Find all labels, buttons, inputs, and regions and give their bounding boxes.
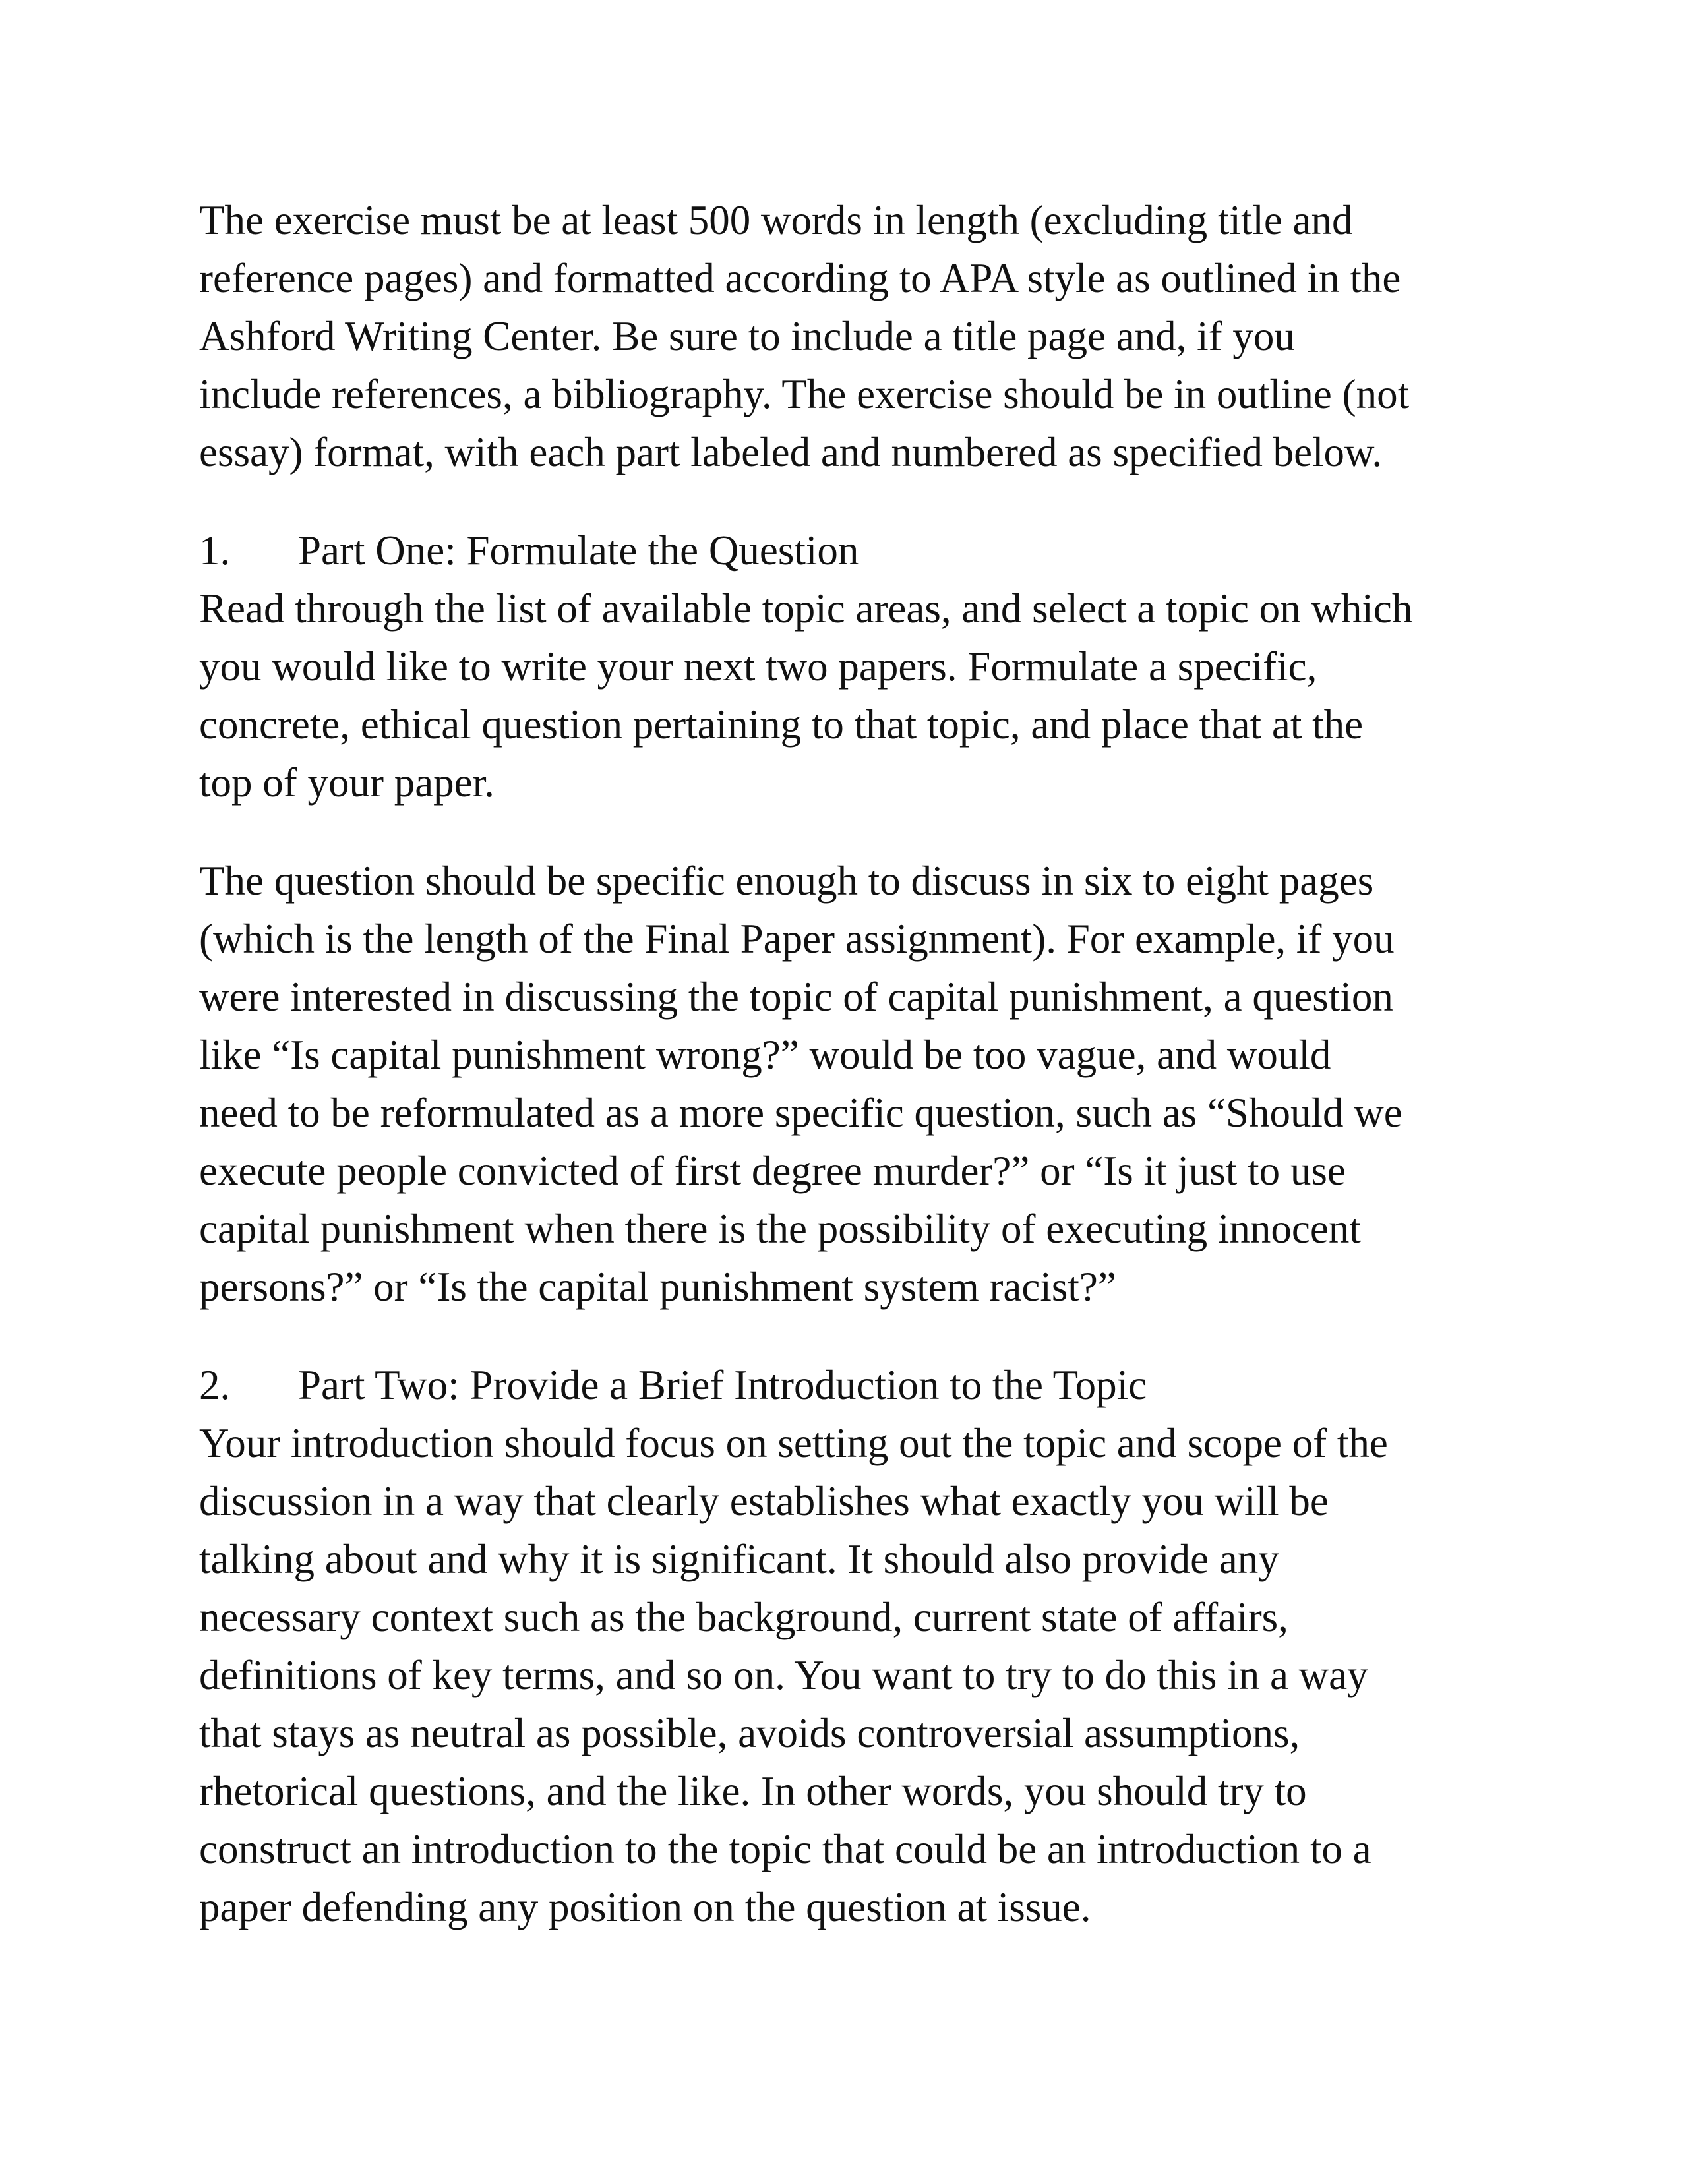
part-one-section <box>199 521 1492 812</box>
text-line: capital punishment when there is the possibility of executing innocent <box>199 1206 1361 1252</box>
paragraph-gap <box>199 1316 1492 1356</box>
part-one-heading <box>199 521 1492 579</box>
text-line: you would like to write your next two papers. Formulate a specific, <box>199 643 1317 690</box>
text-line: need to be reformulated as a more specific question, such as “Should we <box>199 1090 1402 1136</box>
part-one-number: 1. <box>199 527 231 574</box>
part-one-detail-paragraph <box>199 852 1492 1316</box>
text-line: discussion in a way that clearly establishes what exactly you will be <box>199 1478 1329 1524</box>
part-one-title: Part One: Formulate the Question <box>298 527 859 574</box>
text-line: construct an introduction to the topic that could be an introduction to a <box>199 1826 1372 1872</box>
text-line: talking about and why it is significant. It should also provide any <box>199 1536 1279 1582</box>
text-line: rhetorical questions, and the like. In other words, you should try to <box>199 1768 1307 1814</box>
part-two-section <box>199 1356 1492 1936</box>
text-line: like “Is capital punishment wrong?” would be too vague, and would <box>199 1032 1331 1078</box>
text-line: The question should be specific enough to discuss in six to eight pages <box>199 858 1374 904</box>
part-two-number: 2. <box>199 1362 231 1408</box>
text-line: reference pages) and formatted according to APA style as outlined in the <box>199 255 1401 301</box>
text-line: Your introduction should focus on setting out the topic and scope of the <box>199 1420 1388 1466</box>
intro-paragraph <box>199 191 1492 481</box>
text-line: concrete, ethical question pertaining to that topic, and place that at the <box>199 701 1364 748</box>
text-line: Read through the list of available topic areas, and select a topic on which <box>199 585 1413 632</box>
text-line: essay) format, with each part labeled and numbered as specified below. <box>199 429 1383 475</box>
text-line: were interested in discussing the topic of capital punishment, a question <box>199 974 1393 1020</box>
text-line: paper defending any position on the question at issue. <box>199 1884 1091 1930</box>
text-line: that stays as neutral as possible, avoids controversial assumptions, <box>199 1710 1300 1756</box>
text-line: include references, a bibliography. The exercise should be in outline (not <box>199 371 1410 417</box>
part-two-title: Part Two: Provide a Brief Introduction to the Topic <box>298 1362 1147 1408</box>
document-body <box>199 191 1492 1936</box>
text-line: Ashford Writing Center. Be sure to include a title page and, if you <box>199 313 1295 359</box>
paragraph-gap <box>199 812 1492 852</box>
text-line: The exercise must be at least 500 words in length (excluding title and <box>199 197 1353 243</box>
text-line: persons?” or “Is the capital punishment system racist?” <box>199 1264 1116 1310</box>
part-two-heading <box>199 1356 1492 1414</box>
text-line: definitions of key terms, and so on. You want to try to do this in a way <box>199 1652 1368 1698</box>
text-line: top of your paper. <box>199 759 495 806</box>
text-line: execute people convicted of first degree murder?” or “Is it just to use <box>199 1148 1346 1194</box>
paragraph-gap <box>199 481 1492 521</box>
text-line: (which is the length of the Final Paper assignment). For example, if you <box>199 916 1395 962</box>
text-line: necessary context such as the background, current state of affairs, <box>199 1594 1288 1640</box>
